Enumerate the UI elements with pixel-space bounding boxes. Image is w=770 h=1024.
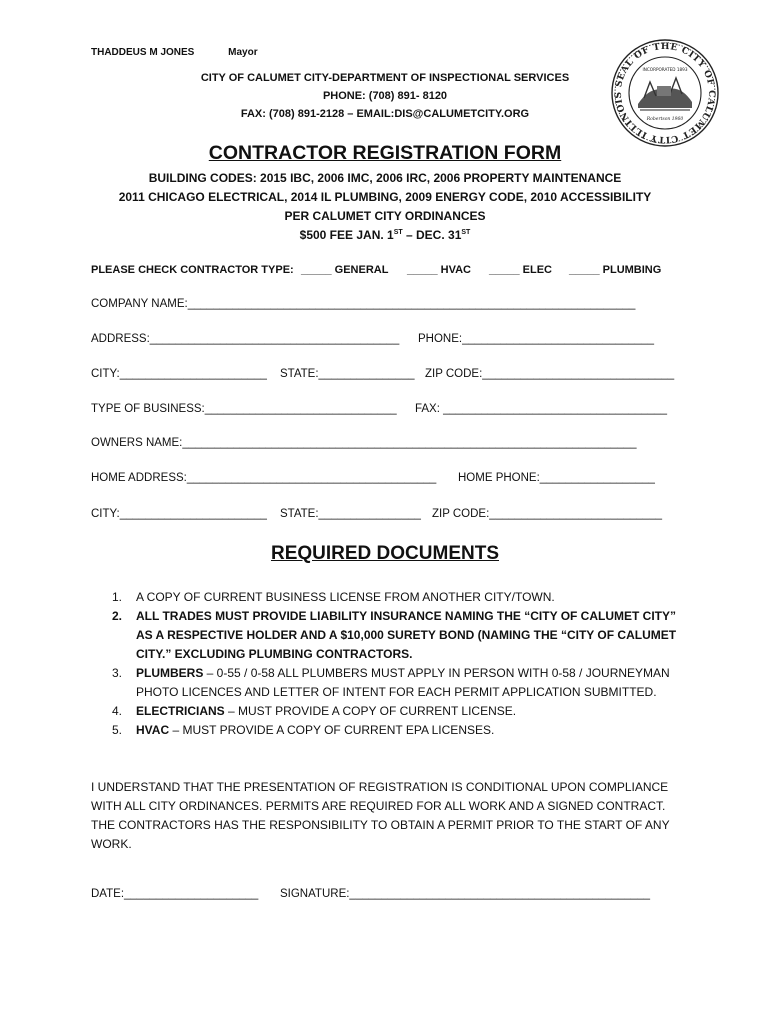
phone-line: PHONE: (708) 891- 8120 <box>322 90 448 102</box>
item-4-heading: ELECTRICIANS <box>136 704 225 718</box>
codes-line-2: 2011 CHICAGO ELECTRICAL, 2014 IL PLUMBING, 2009 ENERGY CODE, 2010 ACCESSIBILITY <box>118 190 652 204</box>
home-address-field[interactable]: HOME ADDRESS:_______________________________________ <box>91 472 437 484</box>
item-5-heading: HVAC <box>136 723 170 737</box>
item-4-text: – MUST PROVIDE A COPY OF CURRENT LICENSE. <box>224 704 517 718</box>
item-3-heading: PLUMBERS <box>136 666 204 680</box>
mayor-name: THADDEUS M JONES <box>91 47 195 58</box>
item-5-text: – MUST PROVIDE A COPY OF CURRENT EPA LICENSES. <box>169 723 495 737</box>
general-checkbox[interactable]: _____ GENERAL <box>301 264 389 276</box>
codes-line-3: PER CALUMET CITY ORDINANCES <box>284 209 486 223</box>
acknowledgement-statement: I UNDERSTAND THAT THE PRESENTATION OF REGISTRATION IS CONDITIONAL UPON COMPLIANCE WITH ALL CITY ORDINANCES. PERMITS ARE REQUIRED FOR ALL WORK AND A SIGNED CONTRACT. THE CONTRACTORS HAS THE RESPONSIBILITY TO OBTAIN A PERMIT PRIOR TO THE START OF ANY WORK. <box>91 780 670 851</box>
state-field-2[interactable]: STATE:________________ <box>280 508 421 520</box>
zip-code-field[interactable]: ZIP CODE:______________________________ <box>425 368 675 380</box>
seal-inner-top: INCORPORATED 1893 <box>642 67 688 72</box>
list-item: 5. HVAC – MUST PROVIDE A COPY OF CURRENT EPA LICENSES. <box>112 723 495 737</box>
address-field[interactable]: ADDRESS:_______________________________________ <box>91 333 400 345</box>
fee-sup-a: ST <box>393 229 403 236</box>
fee-sup-b: ST <box>461 229 471 236</box>
seal-ring-text: SEAL OF THE CITY OF CALUMET CITY ILLINOIS <box>613 41 717 145</box>
signature-field[interactable]: SIGNATURE:_______________________________________________ <box>280 888 651 900</box>
codes-line-1: BUILDING CODES: 2015 IBC, 2006 IMC, 2006 IRC, 2006 PROPERTY MAINTENANCE <box>148 171 622 185</box>
type-of-business-field[interactable]: TYPE OF BUSINESS:______________________________ <box>91 403 397 415</box>
item-1-text: A COPY OF CURRENT BUSINESS LICENSE FROM ANOTHER CITY/TOWN. <box>136 590 555 604</box>
item-3-text: – 0-55 / 0-58 ALL PLUMBERS MUST APPLY IN PERSON WITH 0-58 / JOURNEYMAN PHOTO LICENCES AND LETTER OF INTENT FOR EACH PERMIT APPLICATION SUBMITTED. <box>136 666 670 699</box>
fax-field[interactable]: FAX: ___________________________________ <box>415 403 667 415</box>
state-field[interactable]: STATE:_______________ <box>280 368 415 380</box>
department-line: CITY OF CALUMET CITY-DEPARTMENT OF INSPECTIONAL SERVICES <box>200 72 570 84</box>
city-field-2[interactable]: CITY:_______________________ <box>91 508 267 520</box>
list-item: 4. ELECTRICIANS – MUST PROVIDE A COPY OF CURRENT LICENSE. <box>112 704 517 718</box>
elec-checkbox[interactable]: _____ ELEC <box>489 264 552 276</box>
list-item: 3. PLUMBERS – 0-55 / 0-58 ALL PLUMBERS MUST APPLY IN PERSON WITH 0-58 / JOURNEYMAN PHOTO LICENCES AND LETTER OF INTENT FOR EACH PERMIT APPLICATION SUBMITTED. <box>112 666 670 699</box>
required-documents-title: REQUIRED DOCUMENTS <box>270 543 499 564</box>
city-seal-icon <box>610 38 720 148</box>
phone-field[interactable]: PHONE:______________________________ <box>418 333 654 345</box>
fee-text-b: – DEC. 31 <box>402 228 462 242</box>
hvac-checkbox[interactable]: _____ HVAC <box>407 264 471 276</box>
required-documents-list <box>112 588 692 740</box>
plumbing-checkbox[interactable]: _____ PLUMBING <box>569 264 662 276</box>
home-phone-field[interactable]: HOME PHONE:__________________ <box>458 472 655 484</box>
owners-name-field[interactable]: OWNERS NAME:_______________________________________________________________________ <box>91 437 637 449</box>
fee-line <box>0 228 770 242</box>
mayor-header <box>91 47 258 58</box>
contractor-type-label: PLEASE CHECK CONTRACTOR TYPE: <box>91 264 294 276</box>
seal-inner-bottom: Robertson 1960 <box>646 117 684 122</box>
zip-code-field-2[interactable]: ZIP CODE:___________________________ <box>432 508 662 520</box>
fee-text-a: $500 FEE JAN. 1 <box>299 228 394 242</box>
mayor-title: Mayor <box>228 47 258 58</box>
list-item: 2. ALL TRADES MUST PROVIDE LIABILITY INSURANCE NAMING THE “CITY OF CALUMET CITY” AS A RESPECTIVE HOLDER AND A $10,000 SURETY BOND (NAMING THE “CITY OF CALUMET CITY.” EXCLUDING PLUMBING CONTRACTORS. <box>112 609 677 661</box>
date-field[interactable]: DATE:_____________________ <box>91 888 259 900</box>
city-field[interactable]: CITY:_______________________ <box>91 368 267 380</box>
item-2-text: ALL TRADES MUST PROVIDE LIABILITY INSURANCE NAMING THE “CITY OF CALUMET CITY” AS A RESPECTIVE HOLDER AND A $10,000 SURETY BOND (NAMING THE “CITY OF CALUMET CITY.” EXCLUDING PLUMBING CONTRACTORS. <box>136 609 677 661</box>
fax-email-line: FAX: (708) 891-2128 – EMAIL:DIS@CALUMETCITY.ORG <box>240 108 530 120</box>
list-item: 1. A COPY OF CURRENT BUSINESS LICENSE FROM ANOTHER CITY/TOWN. <box>112 590 555 604</box>
form-title: CONTRACTOR REGISTRATION FORM <box>208 142 562 164</box>
company-name-field[interactable]: COMPANY NAME:______________________________________________________________________ <box>91 298 636 310</box>
